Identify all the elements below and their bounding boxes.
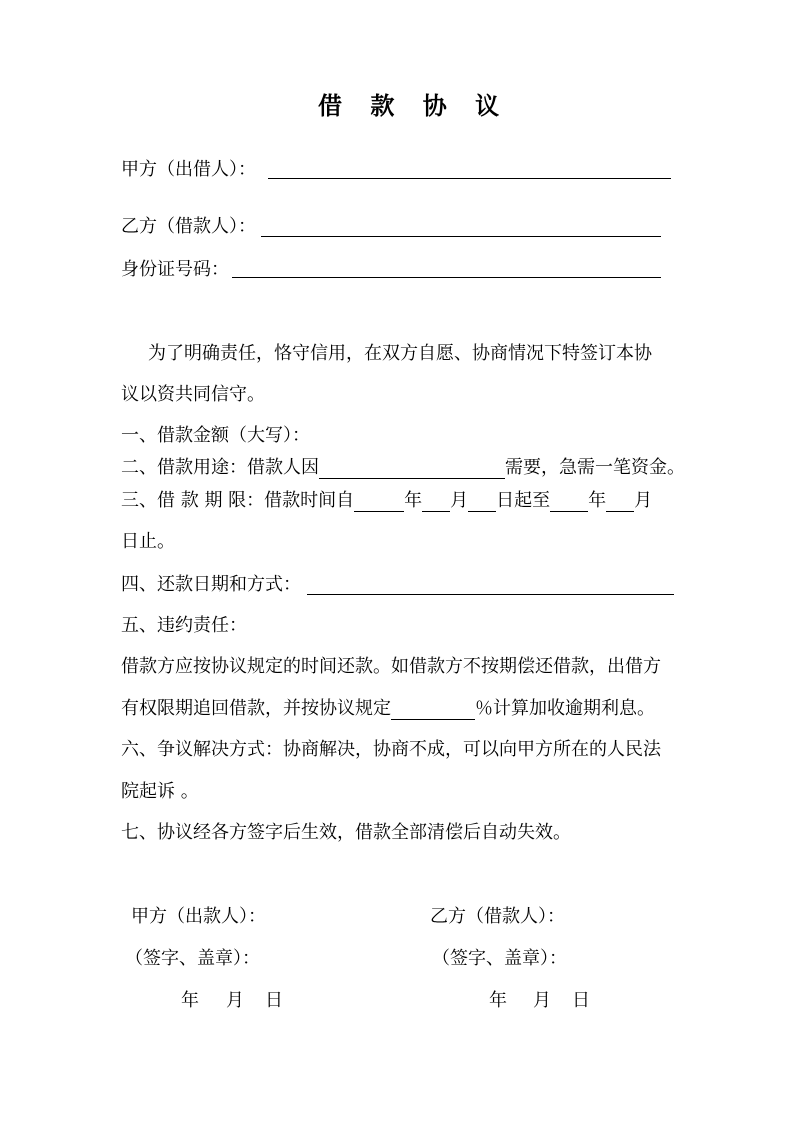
interest-rate-blank[interactable] [391,701,475,720]
sign-right-party: 乙方（借款人）： [430,906,565,927]
month-unit: 月 [450,490,469,511]
clause-3-period [121,490,652,512]
intro-line-2: 议以资共同信守。 [121,384,265,405]
clause-6-line-1: 六、争议解决方式：协商解决，协商不成，可以向甲方所在的人民法 [121,739,661,760]
document-title: 借 款 协 议 [318,91,510,120]
id-number-blank[interactable] [232,277,661,278]
sign-left-seal: （签字、盖章）： [125,948,260,969]
party-b-label: 乙方（借款人）： [121,216,256,237]
repayment-blank[interactable] [307,594,674,595]
clause-6-line-2: 院起诉 。 [121,781,199,802]
clause-5-breach: 五、违约责任： [121,615,247,636]
year-unit: 年 [404,490,423,511]
clause-3-end: 日止。 [121,531,175,552]
start-day-blank[interactable] [468,493,496,512]
clause-5-line-1: 借款方应按协议规定的时间还款。如借款方不按期偿还借款，出借方 [121,656,661,677]
clause-2-prefix: 二、借款用途：借款人因 [121,457,319,478]
sign-right-month: 月 [533,990,551,1011]
sign-left-month: 月 [226,990,244,1011]
end-month-blank[interactable] [606,493,634,512]
clause-5-line-2 [121,698,655,720]
id-number-label: 身份证号码： [121,259,229,280]
sign-left-year: 年 [181,990,199,1011]
clause-7-effective: 七、协议经各方签字后生效，借款全部清偿后自动失效。 [121,822,571,843]
month-unit-end: 月 [634,490,653,511]
end-year-blank[interactable] [550,493,588,512]
clause-1-amount: 一、借款金额（大写）： [121,425,310,446]
purpose-blank[interactable] [319,460,505,479]
start-month-blank[interactable] [422,493,450,512]
sign-right-day: 日 [572,990,590,1011]
sign-right-year: 年 [489,990,507,1011]
year-unit-end: 年 [588,490,607,511]
start-year-blank[interactable] [354,493,404,512]
clause-5-line-2-suffix: ％计算加收逾期利息。 [475,698,655,719]
party-a-blank[interactable] [268,178,671,179]
day-unit-start: 日起至 [496,490,551,511]
clause-3-label: 三、借 款 期 限：借款时间自 [121,490,355,511]
sign-right-seal: （签字、盖章）： [432,948,567,969]
clause-4-repayment: 四、还款日期和方式： [121,574,301,595]
clause-2-suffix: 需要，急需一笔资金。 [505,457,685,478]
party-b-blank[interactable] [261,236,661,237]
sign-left-day: 日 [265,990,283,1011]
clause-2-purpose [121,457,685,479]
sign-left-party: 甲方（出款人）： [131,906,266,927]
intro-line-1: 为了明确责任，恪守信用，在双方自愿、协商情况下特签订本协 [148,343,652,364]
party-a-label: 甲方（出借人）： [121,159,256,180]
clause-5-line-2-prefix: 有权限期追回借款，并按协议规定 [121,698,391,719]
